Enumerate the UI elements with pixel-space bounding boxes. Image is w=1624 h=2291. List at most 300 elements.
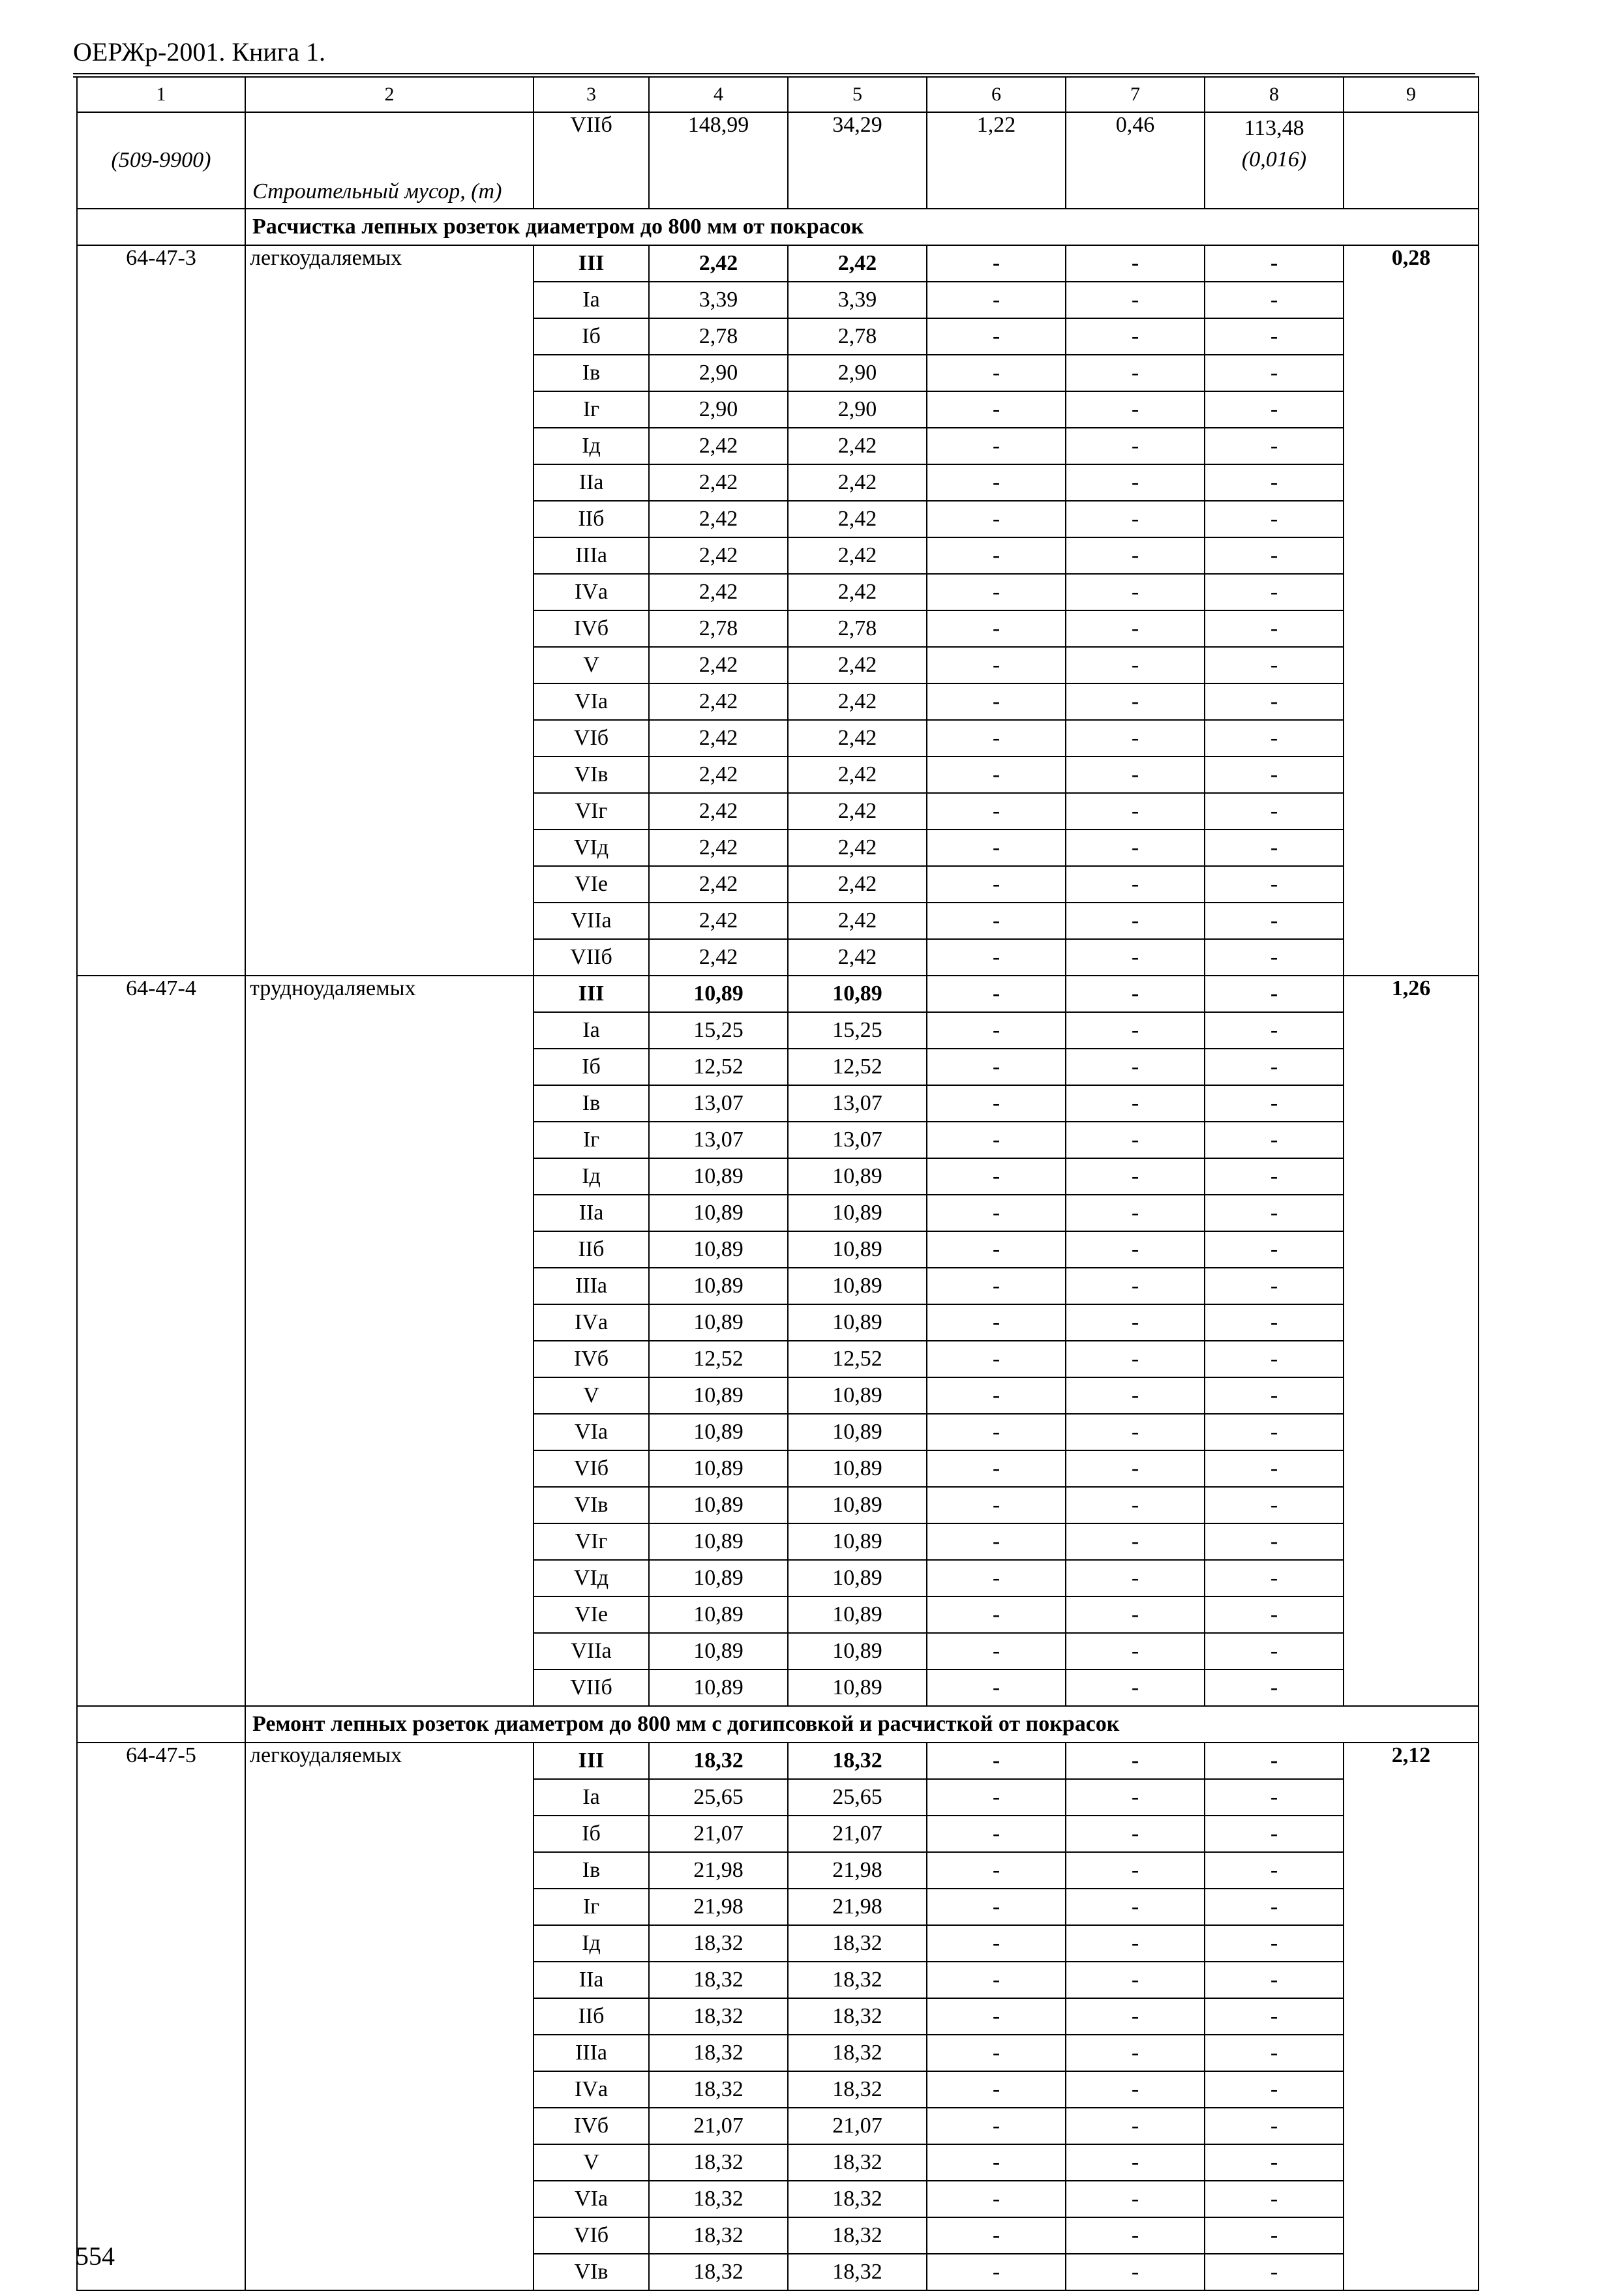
value-cell-col5: 18,32 bbox=[788, 1743, 927, 1779]
value-cell-col6: - bbox=[927, 1852, 1066, 1889]
value-cell-col5: 3,39 bbox=[788, 282, 927, 318]
value-cell-col8: - bbox=[1205, 1998, 1344, 2035]
carryover-col7: 0,46 bbox=[1066, 112, 1205, 209]
value-cell-col6: - bbox=[927, 1085, 1066, 1122]
value-cell-col4: 10,89 bbox=[649, 1487, 788, 1523]
zone-cell: VIг bbox=[534, 793, 649, 830]
value-cell-col5: 15,25 bbox=[788, 1012, 927, 1049]
value-cell-col4: 2,90 bbox=[649, 355, 788, 391]
value-cell-col5: 18,32 bbox=[788, 1998, 927, 2035]
value-cell-col6: - bbox=[927, 1523, 1066, 1560]
zone-cell: VIг bbox=[534, 1523, 649, 1560]
value-cell-col8: - bbox=[1205, 683, 1344, 720]
value-cell-col7: - bbox=[1066, 1962, 1205, 1998]
value-cell-col8: - bbox=[1205, 2144, 1344, 2181]
value-cell-col4: 10,89 bbox=[649, 1670, 788, 1706]
value-cell-col6: - bbox=[927, 1268, 1066, 1304]
zone-cell: VIIб bbox=[534, 1670, 649, 1706]
value-cell-col8: - bbox=[1205, 1158, 1344, 1195]
zone-cell: VIд bbox=[534, 1560, 649, 1596]
zone-cell: Iв bbox=[534, 1852, 649, 1889]
value-cell-col4: 10,89 bbox=[649, 976, 788, 1012]
value-cell-col5: 18,32 bbox=[788, 1962, 927, 1998]
value-cell-col7: - bbox=[1066, 1304, 1205, 1341]
value-cell-col4: 10,89 bbox=[649, 1414, 788, 1450]
value-cell-col6: - bbox=[927, 1231, 1066, 1268]
value-cell-col7: - bbox=[1066, 1816, 1205, 1852]
value-cell-col7: - bbox=[1066, 1158, 1205, 1195]
value-cell-col4: 13,07 bbox=[649, 1122, 788, 1158]
value-cell-col5: 18,32 bbox=[788, 2217, 927, 2254]
value-cell-col8: - bbox=[1205, 610, 1344, 647]
value-cell-col8: - bbox=[1205, 318, 1344, 355]
carryover-name: Строительный мусор, (т) bbox=[245, 112, 534, 209]
value-cell-col7: - bbox=[1066, 1341, 1205, 1377]
value-cell-col4: 2,42 bbox=[649, 647, 788, 683]
value-cell-col5: 2,42 bbox=[788, 464, 927, 501]
value-cell-col4: 18,32 bbox=[649, 2071, 788, 2108]
value-cell-col4: 18,32 bbox=[649, 1998, 788, 2035]
carryover-col8-value: 113,48 bbox=[1244, 116, 1304, 140]
value-cell-col5: 10,89 bbox=[788, 1268, 927, 1304]
value-cell-col7: - bbox=[1066, 1414, 1205, 1450]
value-cell-col8: - bbox=[1205, 939, 1344, 976]
item-norm-col9: 1,26 bbox=[1344, 976, 1479, 1706]
value-cell-col5: 2,42 bbox=[788, 501, 927, 537]
carryover-col4: 148,99 bbox=[649, 112, 788, 209]
value-cell-col8: - bbox=[1205, 1377, 1344, 1414]
value-cell-col7: - bbox=[1066, 1998, 1205, 2035]
value-cell-col4: 3,39 bbox=[649, 282, 788, 318]
value-cell-col8: - bbox=[1205, 2035, 1344, 2071]
value-cell-col4: 10,89 bbox=[649, 1304, 788, 1341]
item-code: 64-47-3 bbox=[77, 245, 245, 976]
zone-cell: Iв bbox=[534, 355, 649, 391]
value-cell-col7: - bbox=[1066, 2254, 1205, 2290]
value-cell-col7: - bbox=[1066, 1596, 1205, 1633]
value-cell-col4: 2,42 bbox=[649, 830, 788, 866]
value-cell-col6: - bbox=[927, 318, 1066, 355]
value-cell-col5: 18,32 bbox=[788, 2181, 927, 2217]
value-cell-col5: 2,42 bbox=[788, 647, 927, 683]
zone-cell: VIб bbox=[534, 1450, 649, 1487]
zone-cell: IIа bbox=[534, 1195, 649, 1231]
value-cell-col8: - bbox=[1205, 1925, 1344, 1962]
value-cell-col8: - bbox=[1205, 1596, 1344, 1633]
carryover-col5: 34,29 bbox=[788, 112, 927, 209]
value-cell-col8: - bbox=[1205, 866, 1344, 903]
value-cell-col7: - bbox=[1066, 2181, 1205, 2217]
value-cell-col5: 2,42 bbox=[788, 756, 927, 793]
value-cell-col5: 18,32 bbox=[788, 2254, 927, 2290]
zone-cell: IIIа bbox=[534, 1268, 649, 1304]
zone-cell: IIа bbox=[534, 1962, 649, 1998]
value-cell-col8: - bbox=[1205, 355, 1344, 391]
value-cell-col8: - bbox=[1205, 1560, 1344, 1596]
column-number-9: 9 bbox=[1344, 77, 1479, 112]
value-cell-col8: - bbox=[1205, 1450, 1344, 1487]
value-cell-col6: - bbox=[927, 2035, 1066, 2071]
value-cell-col4: 2,78 bbox=[649, 610, 788, 647]
value-cell-col6: - bbox=[927, 1743, 1066, 1779]
value-cell-col6: - bbox=[927, 2144, 1066, 2181]
value-cell-col4: 25,65 bbox=[649, 1779, 788, 1816]
value-cell-col5: 10,89 bbox=[788, 1304, 927, 1341]
value-cell-col6: - bbox=[927, 1962, 1066, 1998]
value-cell-col8: - bbox=[1205, 793, 1344, 830]
column-number-5: 5 bbox=[788, 77, 927, 112]
value-cell-col8: - bbox=[1205, 1487, 1344, 1523]
value-cell-col4: 10,89 bbox=[649, 1377, 788, 1414]
value-cell-col5: 13,07 bbox=[788, 1122, 927, 1158]
value-cell-col5: 25,65 bbox=[788, 1779, 927, 1816]
norms-table bbox=[76, 76, 1479, 2291]
zone-cell: III bbox=[534, 245, 649, 282]
value-cell-col8: - bbox=[1205, 1670, 1344, 1706]
zone-cell: VIа bbox=[534, 1414, 649, 1450]
zone-cell: Iа bbox=[534, 1012, 649, 1049]
zone-cell: Iб bbox=[534, 1816, 649, 1852]
value-cell-col7: - bbox=[1066, 464, 1205, 501]
value-cell-col7: - bbox=[1066, 1085, 1205, 1122]
value-cell-col7: - bbox=[1066, 1012, 1205, 1049]
value-cell-col7: - bbox=[1066, 720, 1205, 756]
value-cell-col8: - bbox=[1205, 2108, 1344, 2144]
value-cell-col6: - bbox=[927, 428, 1066, 464]
value-cell-col7: - bbox=[1066, 1122, 1205, 1158]
carryover-code: (509-9900) bbox=[77, 112, 245, 209]
value-cell-col4: 2,42 bbox=[649, 537, 788, 574]
item-norm-col9: 0,28 bbox=[1344, 245, 1479, 976]
value-cell-col6: - bbox=[927, 976, 1066, 1012]
value-cell-col4: 2,42 bbox=[649, 866, 788, 903]
value-cell-col8: - bbox=[1205, 1231, 1344, 1268]
value-cell-col4: 18,32 bbox=[649, 2144, 788, 2181]
value-cell-col4: 18,32 bbox=[649, 1962, 788, 1998]
value-cell-col6: - bbox=[927, 1670, 1066, 1706]
page-number: 554 bbox=[76, 2241, 115, 2271]
value-cell-col4: 18,32 bbox=[649, 1743, 788, 1779]
value-cell-col5: 2,90 bbox=[788, 391, 927, 428]
value-cell-col6: - bbox=[927, 2217, 1066, 2254]
zone-cell: VIа bbox=[534, 683, 649, 720]
value-cell-col6: - bbox=[927, 1049, 1066, 1085]
zone-cell: Iб bbox=[534, 1049, 649, 1085]
value-cell-col6: - bbox=[927, 610, 1066, 647]
value-cell-col8: - bbox=[1205, 976, 1344, 1012]
value-cell-col6: - bbox=[927, 2108, 1066, 2144]
value-cell-col5: 21,07 bbox=[788, 1816, 927, 1852]
value-cell-col7: - bbox=[1066, 1450, 1205, 1487]
zone-cell: VIа bbox=[534, 2181, 649, 2217]
value-cell-col8: - bbox=[1205, 1633, 1344, 1670]
zone-cell: VIIб bbox=[534, 939, 649, 976]
zone-cell: IIа bbox=[534, 464, 649, 501]
value-cell-col5: 10,89 bbox=[788, 1195, 927, 1231]
carryover-col8-unit-value: (0,016) bbox=[1241, 147, 1307, 172]
value-cell-col8: - bbox=[1205, 1341, 1344, 1377]
section-title-lead bbox=[77, 209, 245, 245]
value-cell-col8: - bbox=[1205, 1012, 1344, 1049]
value-cell-col7: - bbox=[1066, 1195, 1205, 1231]
zone-cell: IIб bbox=[534, 1231, 649, 1268]
value-cell-col4: 12,52 bbox=[649, 1341, 788, 1377]
zone-cell: Iд bbox=[534, 1158, 649, 1195]
value-cell-col4: 13,07 bbox=[649, 1085, 788, 1122]
value-cell-col7: - bbox=[1066, 1231, 1205, 1268]
value-cell-col4: 18,32 bbox=[649, 2035, 788, 2071]
value-cell-col4: 18,32 bbox=[649, 2217, 788, 2254]
value-cell-col4: 10,89 bbox=[649, 1450, 788, 1487]
zone-cell: IVа bbox=[534, 2071, 649, 2108]
value-cell-col7: - bbox=[1066, 793, 1205, 830]
value-cell-col8: - bbox=[1205, 391, 1344, 428]
column-number-6: 6 bbox=[927, 77, 1066, 112]
column-number-4: 4 bbox=[649, 77, 788, 112]
value-cell-col8: - bbox=[1205, 1743, 1344, 1779]
column-number-1: 1 bbox=[77, 77, 245, 112]
value-cell-col7: - bbox=[1066, 2144, 1205, 2181]
value-cell-col7: - bbox=[1066, 1523, 1205, 1560]
value-cell-col8: - bbox=[1205, 830, 1344, 866]
value-cell-col8: - bbox=[1205, 1962, 1344, 1998]
value-cell-col7: - bbox=[1066, 1268, 1205, 1304]
zone-cell: Iд bbox=[534, 428, 649, 464]
item-name: легкоудаляемых bbox=[245, 1743, 534, 2290]
value-cell-col6: - bbox=[927, 1487, 1066, 1523]
value-cell-col7: - bbox=[1066, 903, 1205, 939]
item-name: трудноудаляемых bbox=[245, 976, 534, 1706]
column-number-2: 2 bbox=[245, 77, 534, 112]
value-cell-col5: 10,89 bbox=[788, 1596, 927, 1633]
value-cell-col5: 10,89 bbox=[788, 1633, 927, 1670]
value-cell-col6: - bbox=[927, 282, 1066, 318]
value-cell-col5: 10,89 bbox=[788, 1158, 927, 1195]
value-cell-col7: - bbox=[1066, 2035, 1205, 2071]
value-cell-col5: 2,42 bbox=[788, 720, 927, 756]
zone-cell: IIIа bbox=[534, 2035, 649, 2071]
carryover-col9 bbox=[1344, 112, 1479, 209]
value-cell-col5: 2,42 bbox=[788, 683, 927, 720]
value-cell-col6: - bbox=[927, 1560, 1066, 1596]
carryover-zone: VIIб bbox=[534, 112, 649, 209]
carryover-col6: 1,22 bbox=[927, 112, 1066, 209]
value-cell-col5: 21,98 bbox=[788, 1889, 927, 1925]
zone-cell: Iг bbox=[534, 1889, 649, 1925]
value-cell-col7: - bbox=[1066, 1779, 1205, 1816]
value-cell-col5: 2,42 bbox=[788, 574, 927, 610]
value-cell-col6: - bbox=[927, 537, 1066, 574]
value-cell-col7: - bbox=[1066, 501, 1205, 537]
value-cell-col6: - bbox=[927, 355, 1066, 391]
value-cell-col8: - bbox=[1205, 1085, 1344, 1122]
value-cell-col5: 12,52 bbox=[788, 1049, 927, 1085]
value-cell-col8: - bbox=[1205, 245, 1344, 282]
zone-cell: IVб bbox=[534, 610, 649, 647]
value-cell-col8: - bbox=[1205, 537, 1344, 574]
value-cell-col5: 13,07 bbox=[788, 1085, 927, 1122]
value-cell-col4: 2,42 bbox=[649, 501, 788, 537]
value-cell-col5: 10,89 bbox=[788, 1487, 927, 1523]
value-cell-col5: 18,32 bbox=[788, 2144, 927, 2181]
zone-cell: V bbox=[534, 1377, 649, 1414]
value-cell-col6: - bbox=[927, 1195, 1066, 1231]
zone-cell: VIв bbox=[534, 2254, 649, 2290]
value-cell-col6: - bbox=[927, 1998, 1066, 2035]
value-cell-col6: - bbox=[927, 1450, 1066, 1487]
item-name: легкоудаляемых bbox=[245, 245, 534, 976]
value-cell-col4: 2,42 bbox=[649, 683, 788, 720]
value-cell-col6: - bbox=[927, 1414, 1066, 1450]
zone-cell: III bbox=[534, 1743, 649, 1779]
value-cell-col7: - bbox=[1066, 647, 1205, 683]
value-cell-col6: - bbox=[927, 939, 1066, 976]
value-cell-col6: - bbox=[927, 2071, 1066, 2108]
value-cell-col7: - bbox=[1066, 1925, 1205, 1962]
value-cell-col4: 10,89 bbox=[649, 1596, 788, 1633]
value-cell-col4: 2,42 bbox=[649, 245, 788, 282]
carryover-col8 bbox=[1205, 112, 1344, 209]
value-cell-col6: - bbox=[927, 464, 1066, 501]
value-cell-col6: - bbox=[927, 830, 1066, 866]
zone-cell: Iв bbox=[534, 1085, 649, 1122]
value-cell-col4: 10,89 bbox=[649, 1268, 788, 1304]
value-cell-col5: 2,78 bbox=[788, 318, 927, 355]
value-cell-col6: - bbox=[927, 1596, 1066, 1633]
value-cell-col8: - bbox=[1205, 1304, 1344, 1341]
header-rule bbox=[73, 73, 1475, 74]
value-cell-col4: 2,42 bbox=[649, 720, 788, 756]
zone-cell: IVб bbox=[534, 2108, 649, 2144]
value-cell-col7: - bbox=[1066, 2108, 1205, 2144]
zone-cell: V bbox=[534, 647, 649, 683]
value-cell-col4: 12,52 bbox=[649, 1049, 788, 1085]
value-cell-col7: - bbox=[1066, 830, 1205, 866]
value-cell-col4: 21,98 bbox=[649, 1889, 788, 1925]
value-cell-col4: 2,42 bbox=[649, 903, 788, 939]
value-cell-col7: - bbox=[1066, 1670, 1205, 1706]
value-cell-col7: - bbox=[1066, 1743, 1205, 1779]
table-row bbox=[77, 245, 1479, 282]
value-cell-col8: - bbox=[1205, 1523, 1344, 1560]
zone-cell: VIб bbox=[534, 720, 649, 756]
value-cell-col6: - bbox=[927, 1816, 1066, 1852]
value-cell-col6: - bbox=[927, 683, 1066, 720]
value-cell-col4: 2,42 bbox=[649, 428, 788, 464]
zone-cell: VIе bbox=[534, 1596, 649, 1633]
zone-cell: VIIа bbox=[534, 1633, 649, 1670]
value-cell-col4: 10,89 bbox=[649, 1158, 788, 1195]
value-cell-col6: - bbox=[927, 1633, 1066, 1670]
value-cell-col5: 18,32 bbox=[788, 2035, 927, 2071]
value-cell-col7: - bbox=[1066, 2217, 1205, 2254]
value-cell-col8: - bbox=[1205, 574, 1344, 610]
section-title-row bbox=[77, 209, 1479, 245]
value-cell-col6: - bbox=[927, 574, 1066, 610]
value-cell-col8: - bbox=[1205, 2217, 1344, 2254]
value-cell-col7: - bbox=[1066, 1487, 1205, 1523]
value-cell-col8: - bbox=[1205, 282, 1344, 318]
value-cell-col7: - bbox=[1066, 683, 1205, 720]
value-cell-col5: 2,78 bbox=[788, 610, 927, 647]
value-cell-col6: - bbox=[927, 866, 1066, 903]
value-cell-col7: - bbox=[1066, 1049, 1205, 1085]
value-cell-col4: 2,42 bbox=[649, 464, 788, 501]
value-cell-col4: 10,89 bbox=[649, 1231, 788, 1268]
value-cell-col4: 10,89 bbox=[649, 1560, 788, 1596]
value-cell-col6: - bbox=[927, 1341, 1066, 1377]
value-cell-col4: 10,89 bbox=[649, 1523, 788, 1560]
value-cell-col5: 10,89 bbox=[788, 1670, 927, 1706]
value-cell-col8: - bbox=[1205, 756, 1344, 793]
value-cell-col7: - bbox=[1066, 282, 1205, 318]
zone-cell: IVа bbox=[534, 574, 649, 610]
value-cell-col4: 21,07 bbox=[649, 2108, 788, 2144]
value-cell-col5: 10,89 bbox=[788, 1377, 927, 1414]
value-cell-col6: - bbox=[927, 1122, 1066, 1158]
value-cell-col6: - bbox=[927, 720, 1066, 756]
value-cell-col5: 10,89 bbox=[788, 1450, 927, 1487]
value-cell-col8: - bbox=[1205, 1889, 1344, 1925]
value-cell-col5: 12,52 bbox=[788, 1341, 927, 1377]
zone-cell: VIб bbox=[534, 2217, 649, 2254]
value-cell-col4: 2,42 bbox=[649, 574, 788, 610]
value-cell-col4: 18,32 bbox=[649, 2254, 788, 2290]
section-title-row bbox=[77, 1706, 1479, 1743]
value-cell-col8: - bbox=[1205, 1852, 1344, 1889]
value-cell-col5: 21,07 bbox=[788, 2108, 927, 2144]
value-cell-col4: 2,78 bbox=[649, 318, 788, 355]
value-cell-col5: 2,42 bbox=[788, 793, 927, 830]
zone-cell: VIв bbox=[534, 1487, 649, 1523]
value-cell-col7: - bbox=[1066, 574, 1205, 610]
value-cell-col4: 18,32 bbox=[649, 1925, 788, 1962]
table-row bbox=[77, 976, 1479, 1012]
value-cell-col8: - bbox=[1205, 647, 1344, 683]
value-cell-col7: - bbox=[1066, 318, 1205, 355]
value-cell-col8: - bbox=[1205, 1816, 1344, 1852]
column-number-3: 3 bbox=[534, 77, 649, 112]
value-cell-col4: 2,42 bbox=[649, 793, 788, 830]
value-cell-col5: 2,42 bbox=[788, 939, 927, 976]
value-cell-col6: - bbox=[927, 793, 1066, 830]
value-cell-col7: - bbox=[1066, 1889, 1205, 1925]
value-cell-col6: - bbox=[927, 391, 1066, 428]
carryover-row bbox=[77, 112, 1479, 209]
zone-cell: Iд bbox=[534, 1925, 649, 1962]
value-cell-col6: - bbox=[927, 2181, 1066, 2217]
value-cell-col6: - bbox=[927, 245, 1066, 282]
value-cell-col7: - bbox=[1066, 1377, 1205, 1414]
value-cell-col8: - bbox=[1205, 464, 1344, 501]
value-cell-col7: - bbox=[1066, 976, 1205, 1012]
value-cell-col7: - bbox=[1066, 1852, 1205, 1889]
value-cell-col7: - bbox=[1066, 610, 1205, 647]
value-cell-col8: - bbox=[1205, 720, 1344, 756]
value-cell-col7: - bbox=[1066, 866, 1205, 903]
value-cell-col5: 18,32 bbox=[788, 1925, 927, 1962]
value-cell-col4: 15,25 bbox=[649, 1012, 788, 1049]
value-cell-col7: - bbox=[1066, 355, 1205, 391]
zone-cell: IIб bbox=[534, 501, 649, 537]
zone-cell: Iг bbox=[534, 391, 649, 428]
value-cell-col4: 10,89 bbox=[649, 1633, 788, 1670]
value-cell-col7: - bbox=[1066, 1560, 1205, 1596]
value-cell-col6: - bbox=[927, 501, 1066, 537]
zone-cell: Iа bbox=[534, 1779, 649, 1816]
zone-cell: III bbox=[534, 976, 649, 1012]
value-cell-col5: 10,89 bbox=[788, 1231, 927, 1268]
